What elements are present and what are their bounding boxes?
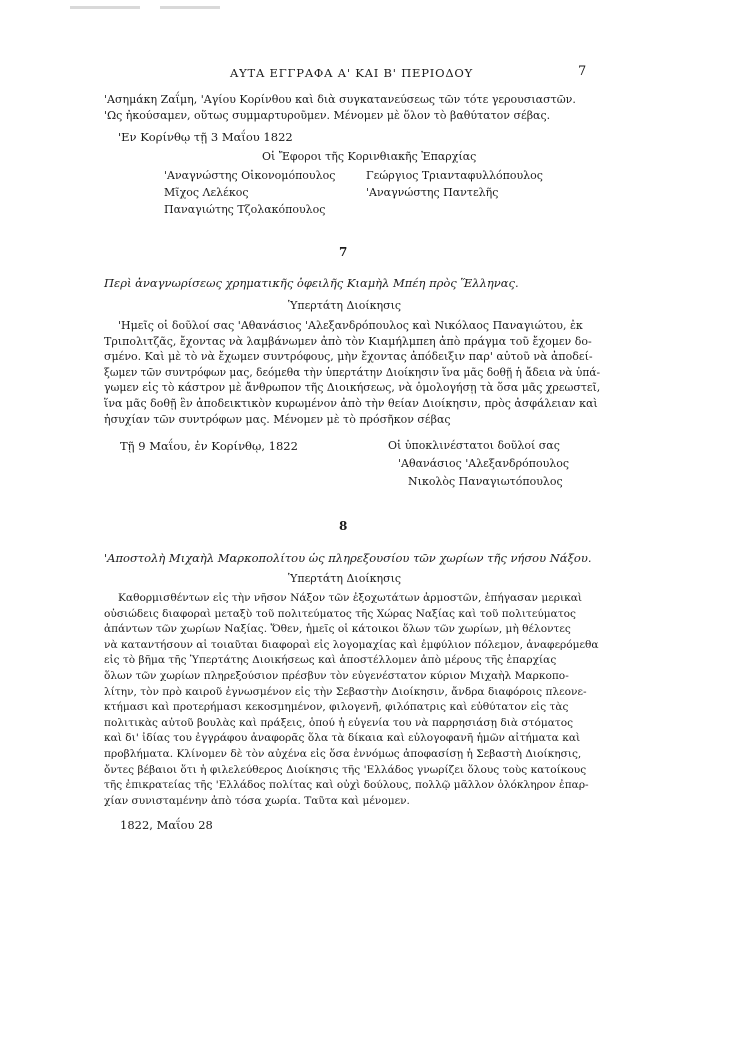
text-line: ὄντες βέβαιοι ὅτι ἡ φιλελεύθερος Διοίκησις τῆς 'Ελλάδος γνωρίζει ὅλους τοὺς κατοίκους [104, 763, 587, 776]
prev-doc-text [104, 92, 600, 123]
text-line: πολιτικὰς αὐτοῦ βουλὰς καὶ πράξεις, ὁπού ἡ εὐγενία του νὰ παρρησιάσῃ διὰ στόματος [104, 716, 574, 729]
text-line: προβλήματα. Κλίνομεν δὲ τὸν αὐχένα εἰς ὅσα ἐννόμως ἀποφασίσῃ ἡ Σεβαστὴ Διοίκησις, [104, 747, 582, 760]
doc8-date: 1822, Μαΐου 28 [120, 818, 213, 832]
doc7-title: Περὶ ἀναγνωρίσεως χρηματικῆς ὀφειλῆς Κιαμὴλ Μπέη πρὸς Ἕλληνας. [104, 276, 519, 290]
prev-signer: Γεώργιος Τριανταφυλλόπουλος [366, 169, 543, 182]
doc7-closing: Οἱ ὑποκλινέστατοι δοῦλοί σας [388, 439, 560, 452]
text-line: λίτην, τὸν πρὸ καιροῦ ἐγνωσμένον εἰς τὴν Σεβαστὴν Διοίκησιν, ἄνδρα διαφόροις πλεονε- [104, 685, 587, 698]
text-line: τῆς ἐπικρατείας τῆς 'Ελλάδος πολίτας καὶ οὐχὶ δούλους, πολλῷ μᾶλλον ὁλόκληρον ἐπαρ- [104, 779, 589, 792]
text-line: χίαν συνισταμένην ἀπὸ τόσα χωρία. Ταῦτα καὶ μένομεν. [104, 794, 410, 807]
prev-signer: Μῖχος Λελέκος [164, 186, 249, 199]
prev-signer: Παναγιώτης Τζολακόπουλος [164, 203, 326, 216]
text-line: ὅλων τῶν χωρίων πληρεξούσιον πρέσβυν τὸν εὐγενέστατον κύριον Μιχαὴλ Μαρκοπο- [104, 669, 569, 682]
doc7-place-date: Τῇ 9 Μαΐου, ἐν Κορίνθῳ, 1822 [120, 439, 298, 453]
prev-signer: 'Αναγνώστης Οἰκονομόπουλος [164, 169, 336, 182]
text-line: 'Ημεῖς οἱ δοῦλοί σας 'Αθανάσιος 'Αλεξανδρόπουλος καὶ Νικόλαος Παναγιώτου, ἐκ [118, 319, 583, 332]
text-line: Τριπολιτζᾶς, ἔχοντας νὰ λαμβάνωμεν ἀπὸ τὸν Κιαμήλμπεη ἀπὸ πράγμα τοῦ ἔχομεν δο- [104, 334, 592, 348]
doc7-addressee: Ὑπερτάτη Διοίκησις [288, 299, 402, 312]
text-line: 'Ως ἠκούσαμεν, οὕτως συμμαρτυροῦμεν. Μένομεν μὲ ὅλον τὸ βαθύτατον σέβας. [104, 108, 551, 122]
text-line: νὰ καταντήσουν αἱ τοιαῦται διαφοραὶ εἰς λογομαχίας καὶ ἐμφύλιον πόλεμον, ἀναφερόμεθα [104, 638, 599, 651]
text-line: κτήμασι καὶ προτερήμασι κεκοσμημένον, φιλογενῆ, φιλόπατρις καὶ εὐθύτατον εἰς τὰς [104, 701, 569, 714]
doc7-number: 7 [339, 245, 348, 259]
text-line: ἵνα μᾶς δοθῇ ἓν ἀποδεικτικὸν κυρωμένον ἀπὸ τὴν θείαν Διοίκησιν, πρὸς ἀσφάλειαν καὶ [104, 396, 598, 410]
doc7-signer: 'Αθανάσιος 'Αλεξανδρόπουλος [398, 457, 570, 470]
text-line: ἡσυχίαν τῶν συντρόφων μας. Μένομεν μὲ τὸ πρόσῆκον σέβας [104, 412, 451, 426]
text-line: 'Ασημάκη Ζαΐμη, 'Αγίου Κορίνθου καὶ διὰ συγκατανεύσεως τῶν τότε γερουσιαστῶν. [104, 93, 576, 106]
text-line: οὐσιώδεις διαφοραὶ μεταξὺ τοῦ πολιτεύματος τῆς Χώρας Ναξίας καὶ τοῦ πολιτεύματος [104, 607, 576, 620]
scan-edge-mark [160, 6, 220, 9]
prev-signer: 'Αναγνώστης Παντελῆς [366, 186, 499, 199]
text-line: σμένο. Καὶ μὲ τὸ νὰ ἔχωμεν συντρόφους, μὴν ἔχοντας ἀπόδειξιν παρ' αὐτοῦ νὰ ἀποδεί- [104, 350, 593, 364]
running-title: ΑΥΤΑ ΕΓΓΡΑΦΑ Α' ΚΑΙ Β' ΠΕΡΙΟΔΟΥ [230, 66, 474, 80]
doc8-title: 'Αποστολὴ Μιχαὴλ Μαρκοπολίτου ὡς πληρεξουσίου τῶν χωρίων τῆς νήσου Νάξου. [104, 551, 592, 565]
prev-signers-heading: Οἱ Ἔφοροι τῆς Κορινθιακῆς Ἐπαρχίας [262, 150, 477, 163]
doc8-body [104, 591, 600, 809]
scan-edge-mark [70, 6, 140, 9]
text-line: ἁπάντων τῶν χωρίων Ναξίας. Ὅθεν, ἡμεῖς οἱ κάτοικοι ὅλων τῶν χωρίων, μὴ θέλοντες [104, 623, 571, 636]
text-line: Καθορμισθέντων εἰς τὴν νῆσον Νάξον τῶν ἐξοχωτάτων ἁρμοστῶν, ἐπήγασαν μερικαὶ [118, 592, 583, 604]
text-line: καὶ δι' ἰδίας του ἐγγράφου ἀναφορᾶς ὅλα τὰ δίκαια καὶ εὐλογοφανῆ ἡμῶν αἰτήματα καὶ [104, 732, 581, 745]
text-line: γωμεν εἰς τὸ κάστρον μὲ ἄνθρωπον τῆς Διοικήσεως, νὰ ὁμολογήσῃ τὰ ὅσα μᾶς χρεωστεῖ, [104, 381, 601, 395]
doc7-signer: Νικολὸς Παναγιωτόπουλος [408, 475, 563, 488]
text-line: ξωμεν τῶν συντρόφων μας, δεόμεθα τὴν ὑπερτάτην Διοίκησιν ἵνα μᾶς δοθῇ ἡ ἄδεια νὰ ὑπά- [104, 365, 601, 379]
doc8-addressee: Ὑπερτάτη Διοίκησις [288, 572, 402, 585]
text-line: εἰς τὸ βῆμα τῆς Ὑπερτάτης Διοικήσεως καὶ ἀποστέλλομεν ἀπὸ μέρους τῆς ἐπαρχίας [104, 654, 557, 667]
doc8-number: 8 [339, 519, 348, 533]
prev-place-date: 'Εν Κορίνθῳ τῇ 3 Μαΐου 1822 [118, 130, 293, 144]
page-number: 7 [578, 64, 587, 79]
doc7-body [104, 318, 600, 427]
